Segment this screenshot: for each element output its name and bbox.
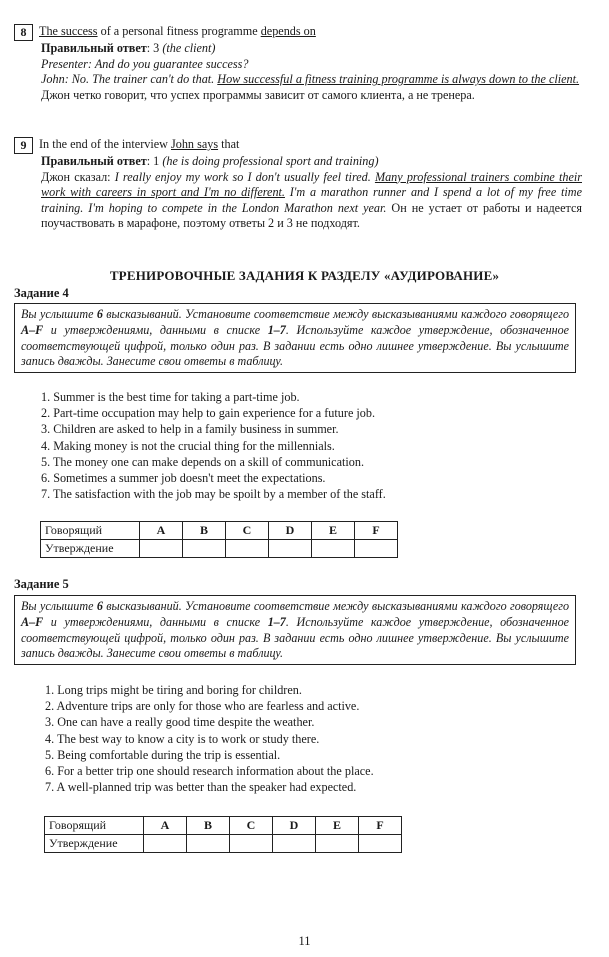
correct-answer: Правильный ответ: 3 (the client) [41,41,216,55]
answer-cell[interactable] [312,540,355,558]
statement-item: 4. Making money is not the crucial thing for the millennials. [41,438,335,453]
answer-cell[interactable] [355,540,398,558]
explanation-text: Джон сказал: I really enjoy my work so I don't usually feel tired. Many professional trainers combine their work with careers in sport and I'm no different. I'm a marathon runner and I spend a lot of my free time training. I'm hoping to compete in the London Marathon next year. Он не устает от работы и надеется поучаствовать в марафоне, поэтому ответы 2 и 3 не подходят. [41,169,582,231]
transcript-line: John: No. The trainer can't do that. How successful a fitness training programme is always down to the client. [41,72,580,87]
row-header-statement: Утверждение [41,540,140,558]
task-5-answer-table [44,816,402,853]
task-4-instructions: Вы услышите 6 высказываний. Установите соответствие между высказываниями каждого говорящего A–F и утверждениями, данными в списке 1–7. Используйте каждое утверждение, обозначенное соответствующей цифрой, только один раз. В задании есть одно лишнее утверждение. Вы услышите запись дважды. Занесите свои ответы в таблицу. [14,303,576,373]
statement-item: 1. Long trips might be tiring and boring for children. [45,683,302,697]
statement-item: 4. The best way to know a city is to work or study there. [45,731,320,746]
speaker-cell: B [187,817,230,835]
speaker-cell: B [183,522,226,540]
page-number: 11 [298,934,311,948]
answer-cell[interactable] [230,835,273,853]
answer-cell[interactable] [316,835,359,853]
section-title: ТРЕНИРОВОЧНЫЕ ЗАДАНИЯ К РАЗДЕЛУ «АУДИРОВАНИЕ» [109,268,500,283]
statement-item: 2. Part-time occupation may help to gain experience for a future job. [41,406,376,421]
question-number: 8 [14,24,33,41]
answer-cell[interactable] [273,835,316,853]
explanation-text: Джон четко говорит, что успех программы зависит от самого клиента, а не тренера. [41,87,475,102]
statement-item: 3. One can have a really good time despite the weather. [45,715,315,730]
speaker-cell: E [312,522,355,540]
statement-item: 6. For a better trip one should research information about the place. [45,764,374,779]
answer-cell[interactable] [140,540,183,558]
speaker-cell: A [144,817,187,835]
row-header-speaker: Говорящий [45,817,144,835]
question-stem: The success of a personal fitness programme depends on [39,24,316,38]
speaker-cell: C [226,522,269,540]
question-number: 9 [14,137,33,154]
speaker-cell: C [230,817,273,835]
statement-item: 7. The satisfaction with the job may be spoilt by a member of the staff. [41,487,386,502]
speaker-cell: D [269,522,312,540]
answer-cell[interactable] [359,835,402,853]
statement-item: 5. Being comfortable during the trip is essential. [45,747,281,762]
speaker-cell: E [316,817,359,835]
statement-item: 5. The money one can make depends on a skill of communication. [41,454,364,469]
speaker-cell: A [140,522,183,540]
row-header-speaker: Говорящий [41,522,140,540]
task-5-title: Задание 5 [14,577,69,591]
task-5-instructions: Вы услышите 6 высказываний. Установите соответствие между высказываниями каждого говорящего A–F и утверждениями, данными в списке 1–7. Используйте каждое утверждение, обозначенное соответствующей цифрой, только один раз. В задании есть одно лишнее утверждение. Вы услышите запись дважды. Занесите свои ответы в таблицу. [14,595,576,665]
answer-cell[interactable] [226,540,269,558]
statement-item: 2. Adventure trips are only for those who are fearless and active. [45,699,360,714]
table-row [41,522,398,540]
task-4-statements [41,389,386,502]
correct-answer: Правильный ответ: 1 (he is doing professional sport and training) [41,154,379,168]
speaker-cell: D [273,817,316,835]
answer-cell[interactable] [183,540,226,558]
answer-cell[interactable] [144,835,187,853]
answer-explanation-8 [14,24,582,103]
statement-item: 1. Summer is the best time for taking a part-time job. [41,390,300,404]
row-header-statement: Утверждение [45,835,144,853]
transcript-line: Presenter: And do you guarantee success? [41,56,249,71]
statement-item: 3. Children are asked to help in a family business in summer. [41,422,339,437]
table-row [41,540,398,558]
answer-cell[interactable] [187,835,230,853]
table-row [45,817,402,835]
task-4-title: Задание 4 [14,286,69,300]
speaker-cell: F [355,522,398,540]
answer-cell[interactable] [269,540,312,558]
question-stem: In the end of the interview John says that [39,137,240,151]
task-4-answer-table [40,521,398,558]
task-5-statements [45,682,374,795]
statement-item: 7. A well-planned trip was better than the speaker had expected. [45,780,357,795]
speaker-cell: F [359,817,402,835]
answer-explanation-9 [14,137,582,232]
statement-item: 6. Sometimes a summer job doesn't meet the expectations. [41,471,326,486]
table-row [45,835,402,853]
